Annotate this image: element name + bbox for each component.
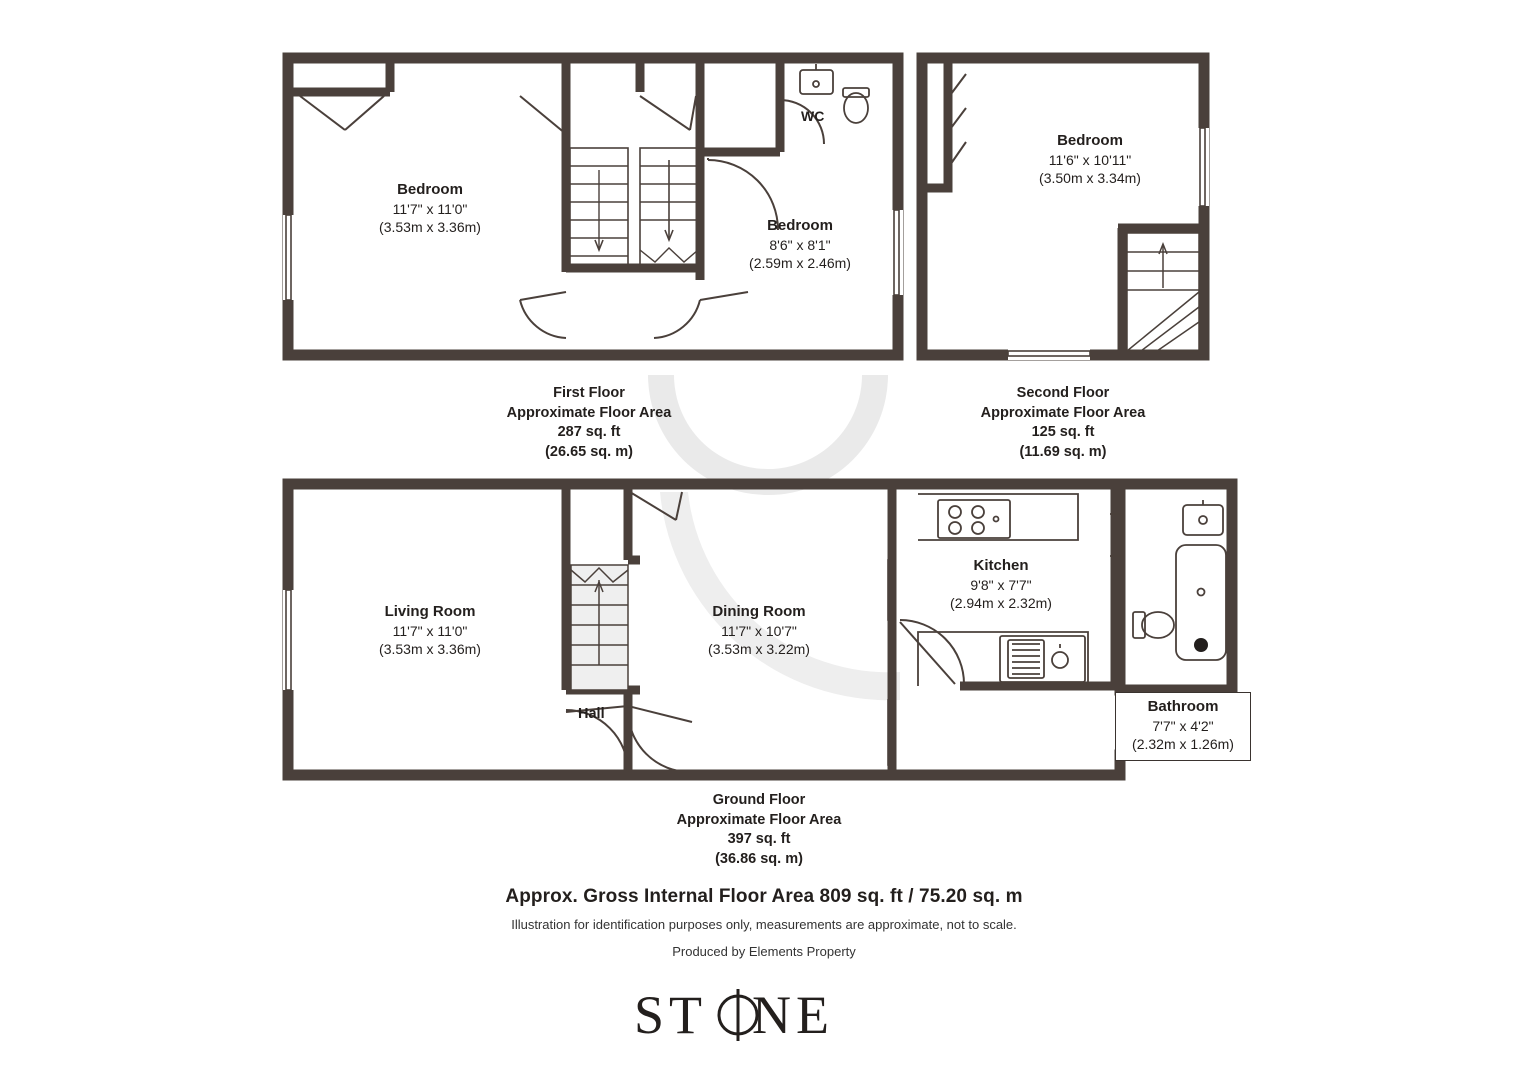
room-dim-metric: (3.50m x 3.34m) <box>1039 170 1141 187</box>
room-label-bathroom <box>1115 692 1251 761</box>
room-label-bedroom-first-1 <box>330 180 530 237</box>
brand-text-part1: ST <box>634 985 708 1045</box>
room-name: Bedroom <box>397 181 463 198</box>
room-label-living-room <box>330 602 530 659</box>
floor-caption-first <box>489 384 689 462</box>
room-label-bedroom-second <box>990 131 1190 188</box>
floor-name: Second Floor <box>1016 385 1110 401</box>
room-dim-imperial: 11'6" x 10'11" <box>1048 151 1132 168</box>
room-label-hall: Hall <box>578 706 605 722</box>
room-dim-imperial: 11'7" x 10'7" <box>721 622 797 639</box>
floor-area-sqm: (11.69 sq. m) <box>1019 443 1107 460</box>
room-label-bedroom-first-2 <box>700 216 900 273</box>
room-name: Living Room <box>384 603 476 620</box>
room-name: Kitchen <box>973 557 1029 574</box>
brand-logo <box>0 985 1528 1053</box>
room-label-wc: WC <box>801 108 825 124</box>
floor-area-sqm: (36.86 sq. m) <box>715 850 803 867</box>
room-name: Bedroom <box>1057 132 1123 149</box>
total-floor-area: Approx. Gross Internal Floor Area 809 sq. ft / 75.20 sq. m <box>505 886 1023 907</box>
floor-name: Ground Floor <box>712 792 806 808</box>
floor-name: First Floor <box>553 385 625 401</box>
room-name: Dining Room <box>712 603 806 620</box>
room-dim-metric: (2.59m x 2.46m) <box>749 255 851 272</box>
stone-logo-mark <box>634 985 894 1053</box>
floor-area-sqft: 125 sq. ft <box>1031 424 1095 441</box>
room-dim-imperial: 7'7" x 4'2" <box>1152 717 1214 734</box>
floor-area-sqft: 397 sq. ft <box>727 831 791 848</box>
floor-caption-second <box>963 384 1163 462</box>
floor-area-sqft: 287 sq. ft <box>557 424 621 441</box>
brand-text-part2: NE <box>752 985 834 1045</box>
producer-text: Produced by Elements Property <box>672 944 856 959</box>
floor-caption-ground <box>659 791 859 869</box>
floor-area-label: Approximate Floor Area <box>980 404 1146 421</box>
room-label-dining-room <box>659 602 859 659</box>
room-dim-metric: (2.94m x 2.32m) <box>950 595 1052 612</box>
room-dim-imperial: 11'7" x 11'0" <box>392 622 468 639</box>
disclaimer-text: Illustration for identification purposes only, measurements are approximate, not to scale. <box>511 917 1017 932</box>
room-dim-metric: (3.53m x 3.36m) <box>379 641 481 658</box>
second-floor-plan <box>922 58 1209 360</box>
floor-area-label: Approximate Floor Area <box>676 811 842 828</box>
footer-totals <box>0 886 1528 959</box>
room-name: Bathroom <box>1147 698 1219 715</box>
room-dim-imperial: 9'8" x 7'7" <box>970 576 1032 593</box>
room-dim-metric: (2.32m x 1.26m) <box>1132 736 1234 753</box>
floor-area-label: Approximate Floor Area <box>506 404 672 421</box>
room-dim-metric: (3.53m x 3.36m) <box>379 219 481 236</box>
room-label-kitchen <box>901 556 1101 613</box>
floor-area-sqm: (26.65 sq. m) <box>545 443 633 460</box>
room-dim-imperial: 8'6" x 8'1" <box>769 236 831 253</box>
room-dim-metric: (3.53m x 3.22m) <box>708 641 810 658</box>
room-name: Bedroom <box>767 217 833 234</box>
room-dim-imperial: 11'7" x 11'0" <box>392 200 468 217</box>
